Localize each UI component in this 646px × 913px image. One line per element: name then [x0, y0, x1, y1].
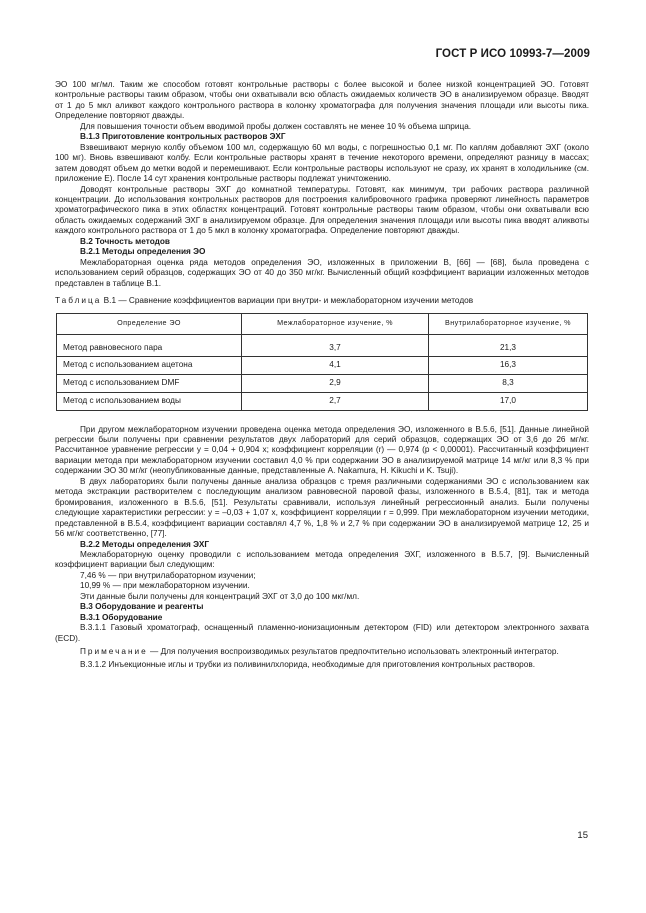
paragraph: Межлабораторная оценка ряда методов определения ЭО, изложенных в приложении В, [66] — [68], была проведена с использованием серий образцов, содержащих ЭО от 40 до 350 мг/кг. Вычисленный общий коэффициент вариации изложенных методов представлен в таблице В.1.: [55, 257, 589, 288]
table-cell-method: Метод с использованием DMF: [57, 374, 242, 392]
section-heading: В.3 Оборудование и реагенты: [80, 602, 204, 612]
page-content: [55, 80, 589, 671]
table-row: [57, 374, 588, 392]
paragraph: В.3.1.2 Инъекционные иглы и трубки из поливинилхлорида, необходимые для приготовления контрольных растворов.: [80, 660, 536, 670]
section-heading: В.1.3 Приготовление контрольных растворов ЭХГ: [80, 132, 286, 142]
page-header-title: ГОСТ Р ИСО 10993-7—2009: [435, 48, 590, 60]
table-header-cell: Внутрилабораторное изучение, %: [429, 313, 588, 334]
table-cell-method: Метод с использованием ацетона: [57, 356, 242, 374]
cv-table: [56, 313, 588, 411]
table-row: [57, 392, 588, 410]
paragraph: Для повышения точности объем вводимой пробы должен составлять не менее 10 % объема шприца.: [80, 121, 472, 131]
table-row: [57, 356, 588, 374]
section-heading: В.2.1 Методы определения ЭО: [80, 247, 206, 257]
paragraph: Взвешивают мерную колбу объемом 100 мл, содержащую 60 мл воды, с погрешностью 0,1 мг. По каплям добавляют ЭХГ (около 100 мг). Вновь взвешивают колбу. Если контрольные растворы хранят в течение некоторого времени, определяют разницу в массах; затем доводят объем до метки водой и перемешивают. Если контрольные растворы используют не сразу, их хранят в холодильнике (см. приложение Е). После 14 сут хранения контрольные растворы подлежат уничтожению.: [55, 142, 589, 184]
table-caption-text: В.1 — Сравнение коэффициентов вариации при внутри- и межлабораторном изучении методов: [101, 296, 474, 306]
note: [55, 647, 589, 657]
paragraph: Доводят контрольные растворы ЭХГ до комнатной температуры. Готовят, как минимум, три рабочих раствора различной концентрации. До использования контрольных растворов для построения калибровочного графика проверяют линейность параметров хроматографического пика в этих областях концентраций. Готовят контрольные растворы таким образом, чтобы они охватывали всю область ожидаемых содержаний ЭХГ в анализируемом образце. Для определения значения площади или высоты пика вводят аликвоты каждого контрольного раствора от 1 до 5 мкл в колонку хроматографа. Определение повторяют дважды.: [55, 184, 589, 236]
table-cell-method: Метод с использованием воды: [57, 392, 242, 410]
table-header-row: [57, 313, 588, 334]
table-row: [57, 334, 588, 356]
table-cell-value: 8,3: [429, 374, 588, 392]
table-cell-value: 4,1: [242, 356, 429, 374]
table-cell-value: 21,3: [429, 334, 588, 356]
table-cell-value: 17,0: [429, 392, 588, 410]
page-number: 15: [577, 830, 588, 841]
section-heading: В.3.1 Оборудование: [80, 612, 163, 622]
section-heading: В.2.2 Методы определения ЭХГ: [80, 539, 209, 549]
paragraph: Эти данные были получены для концентраций ЭХГ от 3,0 до 100 мкг/мл.: [80, 591, 360, 601]
section-heading: В.2 Точность методов: [80, 236, 170, 246]
table-cell-value: 2,7: [242, 392, 429, 410]
paragraph: В.3.1.1 Газовый хроматограф, оснащенный пламенно-ионизационным детектором (FID) или детектором электронного захвата (ECD).: [55, 623, 589, 643]
table-cell-value: 3,7: [242, 334, 429, 356]
paragraph: В двух лабораториях были получены данные анализа образцов с тремя различными содержаниями ЭО с использованием как метода экстракции растворителем с последующим анализом равновесной паровой фазы, изложенного в В.5.4, [81], так и метода бромирования, изложенного в В.5.6, [51]. Результаты сравнивали, используя линейный регрессионный анализ. Были получены следующие характеристики регрессии: y = –0,03 + 1,07 x, коэффициент корреляции r = 0,999. При межлабораторном изучении методики, представленной в В.5.4, коэффициент вариации составлял 4,7 %, 1,8 % и 2,7 % при содержании ЭО в анализируемой матрице 12, 25 и 56 мг/кг соответственно, [77].: [55, 476, 589, 539]
table-caption-prefix: Таблица: [55, 296, 102, 306]
paragraph: При другом межлабораторном изучении проведена оценка метода определения ЭО, изложенного в В.5.6, [51]. Данные линейной регрессии были получены при сравнении результатов двух лабораторий для серий образцов, содержащих ЭО от 3,6 до 26 мг/кг. Рассчитанное уравнение регрессии y = 0,04 + 0,904 x; коэффициент корреляции (r) — 0,974 (p < 0,00001). Рассчитанный коэффициент вариации метода при межлабораторном изучении составил 4,0 % при содержании ЭО в анализируемой матрице 14 мг/кг или 8,3 % при содержании ЭО 30 мг/кг (неопубликованные данные, представленные A. Nakamura, H. Kikuchi и K. Tsuji).: [55, 424, 589, 476]
note-prefix: Примечание: [80, 647, 148, 657]
paragraph: ЭО 100 мг/мл. Таким же способом готовят контрольные растворы с более высокой и более низкой концентрацией ЭО. Готовят контрольные растворы таким образом, чтобы они охватывали всю область ожидаемых количеств ЭО в анализируемом образце. Вводят от 1 до 5 мкл аликвот каждого контрольного раствора в колонку хроматографа для получения значения площади или высоты пика. Определение повторяют дважды.: [55, 80, 589, 121]
table-caption: [55, 296, 589, 306]
note-text: — Для получения воспроизводимых результатов предпочтительно использовать электронный интегратор.: [147, 647, 559, 657]
table-cell-method: Метод равновесного пара: [57, 334, 242, 356]
list-item: 7,46 % — при внутрилабораторном изучении;: [80, 570, 256, 580]
table-header-cell: Определение ЭО: [57, 313, 242, 334]
table-header-cell: Межлабораторное изучение, %: [242, 313, 429, 334]
paragraph: Межлабораторную оценку проводили с использованием метода определения ЭХГ, изложенного в В.5.7, [9]. Вычисленный коэффициент вариации был следующим:: [55, 549, 589, 570]
table-cell-value: 2,9: [242, 374, 429, 392]
list-item: 10,99 % — при межлабораторном изучении.: [80, 581, 250, 591]
table-cell-value: 16,3: [429, 356, 588, 374]
